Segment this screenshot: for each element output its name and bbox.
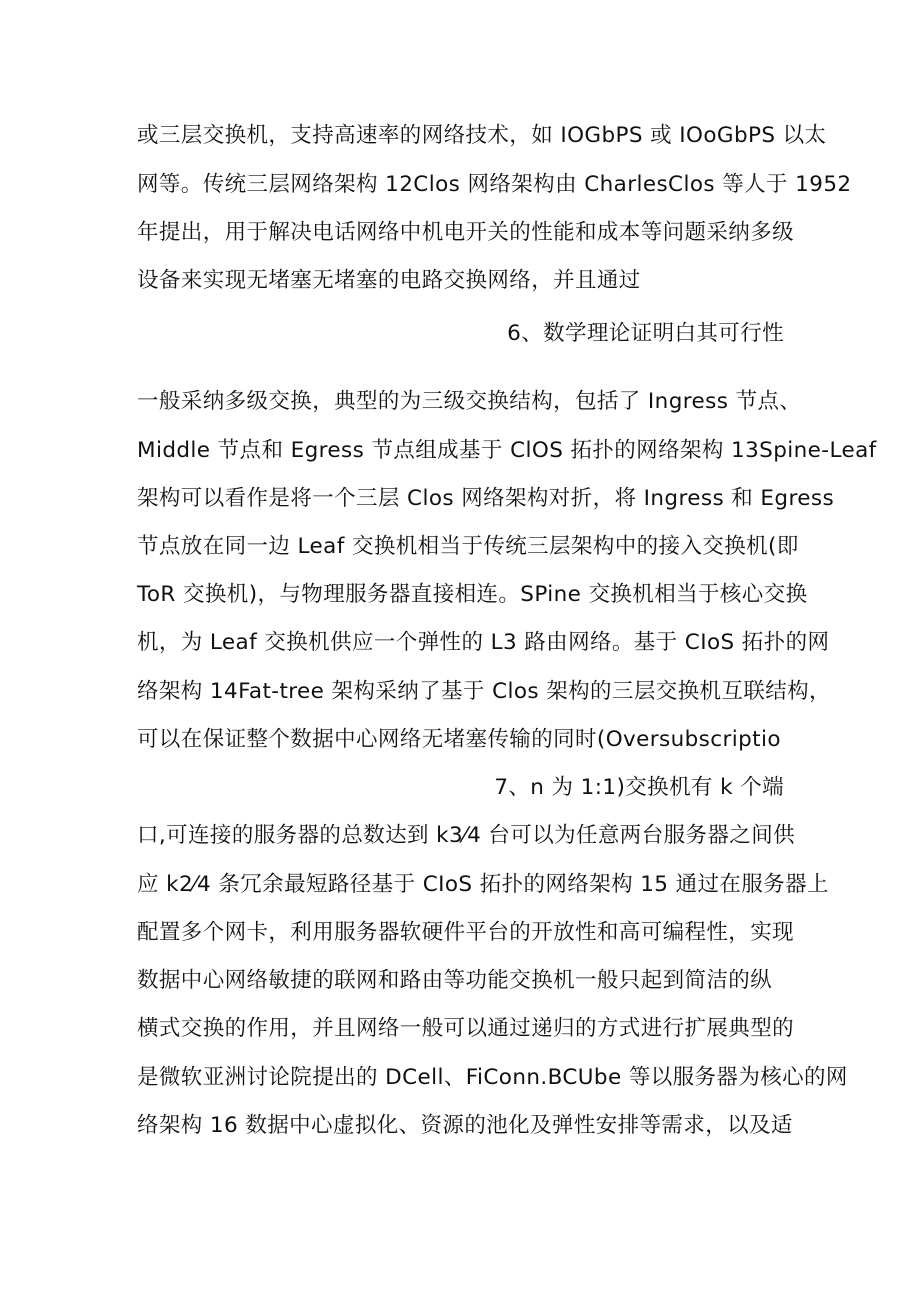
paragraph-line: 网等。传统三层网络架构 12Clos 网络架构由 CharlesClos 等人于 1952 [137, 172, 852, 197]
paragraph-line: 口,可连接的服务器的总数达到 k3⁄4 台可以为任意两台服务器之间供 [137, 823, 796, 848]
paragraph-line: 架构可以看作是将一个三层 Clos 网络架构对折，将 Ingress 和 Egress [137, 486, 835, 511]
paragraph-line: 是微软亚洲讨论院提出的 DCell、FiConn.BCUbe 等以服务器为核心的网 [137, 1065, 848, 1090]
paragraph-line: Middle 节点和 Egress 节点组成基于 ClOS 拓扑的网络架构 13Spine-Leaf [137, 438, 877, 463]
paragraph-line: 络架构 16 数据中心虚拟化、资源的池化及弹性安排等需求，以及适 [137, 1113, 793, 1138]
paragraph-line: 一般采纳多级交换，典型的为三级交换结构，包括了 Ingress 节点、 [137, 389, 802, 414]
paragraph-line: 配置多个网卡，利用服务器软硬件平台的开放性和高可编程性，实现 [137, 920, 795, 945]
paragraph-line: 络架构 14Fat-tree 架构采纳了基于 Clos 架构的三层交换机互联结构， [137, 679, 831, 704]
paragraph-line: 可以在保证整个数据中心网络无堵塞传输的同时(Oversubscriptio [137, 727, 781, 752]
paragraph-line: 数据中心网络敏捷的联网和路由等功能交换机一般只起到简洁的纵 [137, 968, 773, 993]
paragraph-line: ToR 交换机)，与物理服务器直接相连。SPine 交换机相当于核心交换 [137, 582, 808, 607]
paragraph-line: 应 k2⁄4 条冗余最短路径基于 CIoS 拓扑的网络架构 15 通过在服务器上 [137, 872, 829, 897]
paragraph-line: 或三层交换机，支持高速率的网络技术，如 IOGbPS 或 IOoGbPS 以太 [137, 123, 827, 148]
section-heading-7: 7、n 为 1:1)交换机有 k 个端 [494, 775, 784, 800]
paragraph-line: 节点放在同一边 Leaf 交换机相当于传统三层架构中的接入交换机(即 [137, 534, 799, 559]
paragraph-line: 年提出，用于解决电话网络中机电开关的性能和成本等问题采纳多级 [137, 220, 795, 245]
paragraph-line: 机，为 Leaf 交换机供应一个弹性的 L3 路由网络。基于 CIoS 拓扑的网 [137, 630, 830, 655]
paragraph-line: 横式交换的作用，并且网络一般可以通过递归的方式进行扩展典型的 [137, 1016, 795, 1041]
section-heading-6: 6、数学理论证明白其可行性 [507, 321, 784, 346]
paragraph-line: 设备来实现无堵塞无堵塞的电路交换网络，并且通过 [137, 268, 641, 293]
